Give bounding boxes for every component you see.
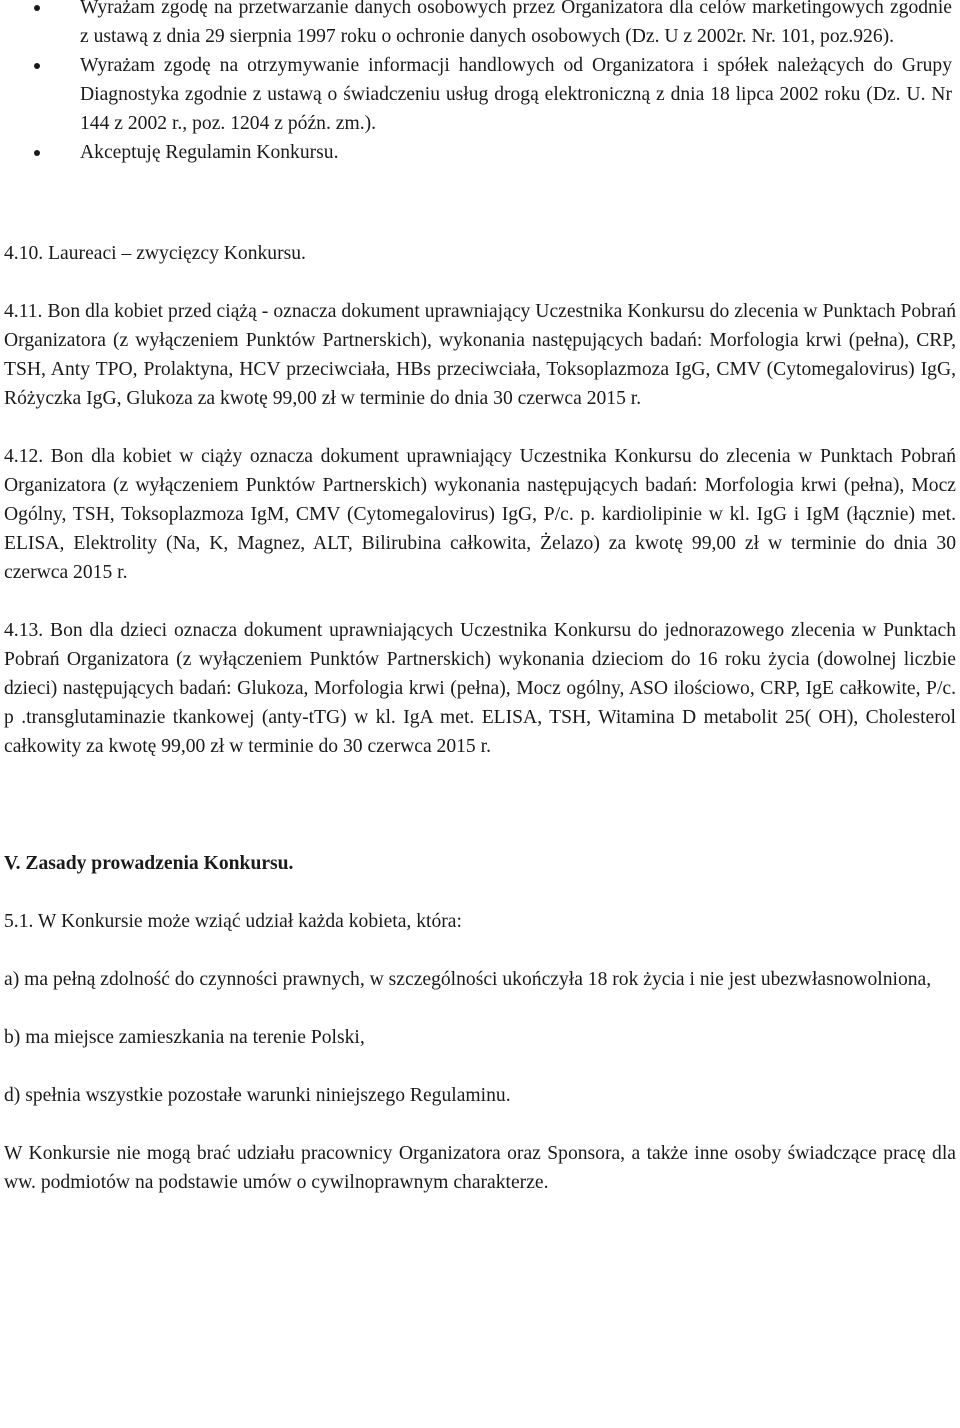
paragraph-4-10: 4.10. Laureaci – zwycięzcy Konkursu. xyxy=(4,243,306,264)
paragraph-4-12: 4.12. Bon dla kobiet w ciąży oznacza dokument uprawniający Uczestnika Konkursu do zlecenia w Punktach Pobrań Organizatora (z wyłączeniem Punktów Partnerskich) wykonania następujących badań: Morfologia krwi (pełna), Mocz Ogólny, TSH, Toksoplazmoza IgM, CMV (Cytomegalovirus) IgG, P/c. p. kardiolipinie w kl. IgG i IgM (łącznie) met. ELISA, Elektrolity (Na, K, Magnez, ALT, Bilirubina całkowita, Żelazo) za kwotę 99,00 zł w terminie do dnia 30 czerwca 2015 r. xyxy=(4,446,956,583)
consent-text: Wyrażam zgodę na otrzymywanie informacji handlowych od Organizatora i spółek należących do Grupy Diagnostyka zgodnie z ustawą o świadczeniu usług drogą elektroniczną z dnia 18 lipca 2002 roku (Dz. U. Nr 144 z 2002 r., poz. 1204 z późn. zm.). xyxy=(80,55,952,134)
paragraph-4-11: 4.11. Bon dla kobiet przed ciążą - oznacza dokument uprawniający Uczestnika Konkursu do zlecenia w Punktach Pobrań Organizatora (z wyłączeniem Punktów Partnerskich), wykonania następujących badań: Morfologia krwi (pełna), CRP, TSH, Anty TPO, Prolaktyna, HCV przeciwciała, HBs przeciwciała, Toksoplazmoza IgG, CMV (Cytomegalovirus) IgG, Różyczka IgG, Glukoza za kwotę 99,00 zł w terminie do dnia 30 czerwca 2015 r. xyxy=(4,301,956,409)
section-title-v: V. Zasady prowadzenia Konkursu. xyxy=(4,853,294,874)
bullet-icon xyxy=(34,150,40,156)
consent-list xyxy=(0,0,960,167)
consent-item-regulations xyxy=(0,138,960,167)
consent-text: Wyrażam zgodę na przetwarzanie danych osobowych przez Organizatora dla celów marketingowych zgodnie z ustawą z dnia 29 sierpnia 1997 roku o ochronie danych osobowych (Dz. U z 2002r. Nr. 101, poz.926). xyxy=(80,0,952,47)
paragraph-exclusion: W Konkursie nie mogą brać udziału pracownicy Organizatora oraz Sponsora, a także inne osoby świadczące pracę dla ww. podmiotów na podstawie umów o cywilnoprawnym charakterze. xyxy=(4,1143,956,1193)
condition-b: b) ma miejsce zamieszkania na terenie Polski, xyxy=(4,1027,365,1048)
condition-d: d) spełnia wszystkie pozostałe warunki niniejszego Regulaminu. xyxy=(4,1085,511,1106)
consent-item-commercial-info xyxy=(0,51,960,138)
paragraph-4-13: 4.13. Bon dla dzieci oznacza dokument uprawniających Uczestnika Konkursu do jednorazowego zlecenia w Punktach Pobrań Organizatora (z wyłączeniem Punktów Partnerskich) wykonania dzieciom do 16 roku życia (dowolnej liczbie dzieci) następujących badań: Glukoza, Morfologia krwi (pełna), Mocz ogólny, ASO ilościowo, CRP, IgE całkowite, P/c. p .transglutaminazie tkankowej (anty-tTG) w kl. IgA met. ELISA, TSH, Witamina D metabolit 25( OH), Cholesterol całkowity za kwotę 99,00 zł w terminie do 30 czerwca 2015 r. xyxy=(4,620,956,757)
consent-text: Akceptuję Regulamin Konkursu. xyxy=(80,142,339,163)
condition-a: a) ma pełną zdolność do czynności prawnych, w szczególności ukończyła 18 rok życia i nie jest ubezwłasnowolniona, xyxy=(4,969,932,990)
consent-item-marketing xyxy=(0,0,960,51)
bullet-icon xyxy=(34,5,40,11)
paragraph-5-1: 5.1. W Konkursie może wziąć udział każda kobieta, która: xyxy=(4,911,462,932)
bullet-icon xyxy=(34,63,40,69)
